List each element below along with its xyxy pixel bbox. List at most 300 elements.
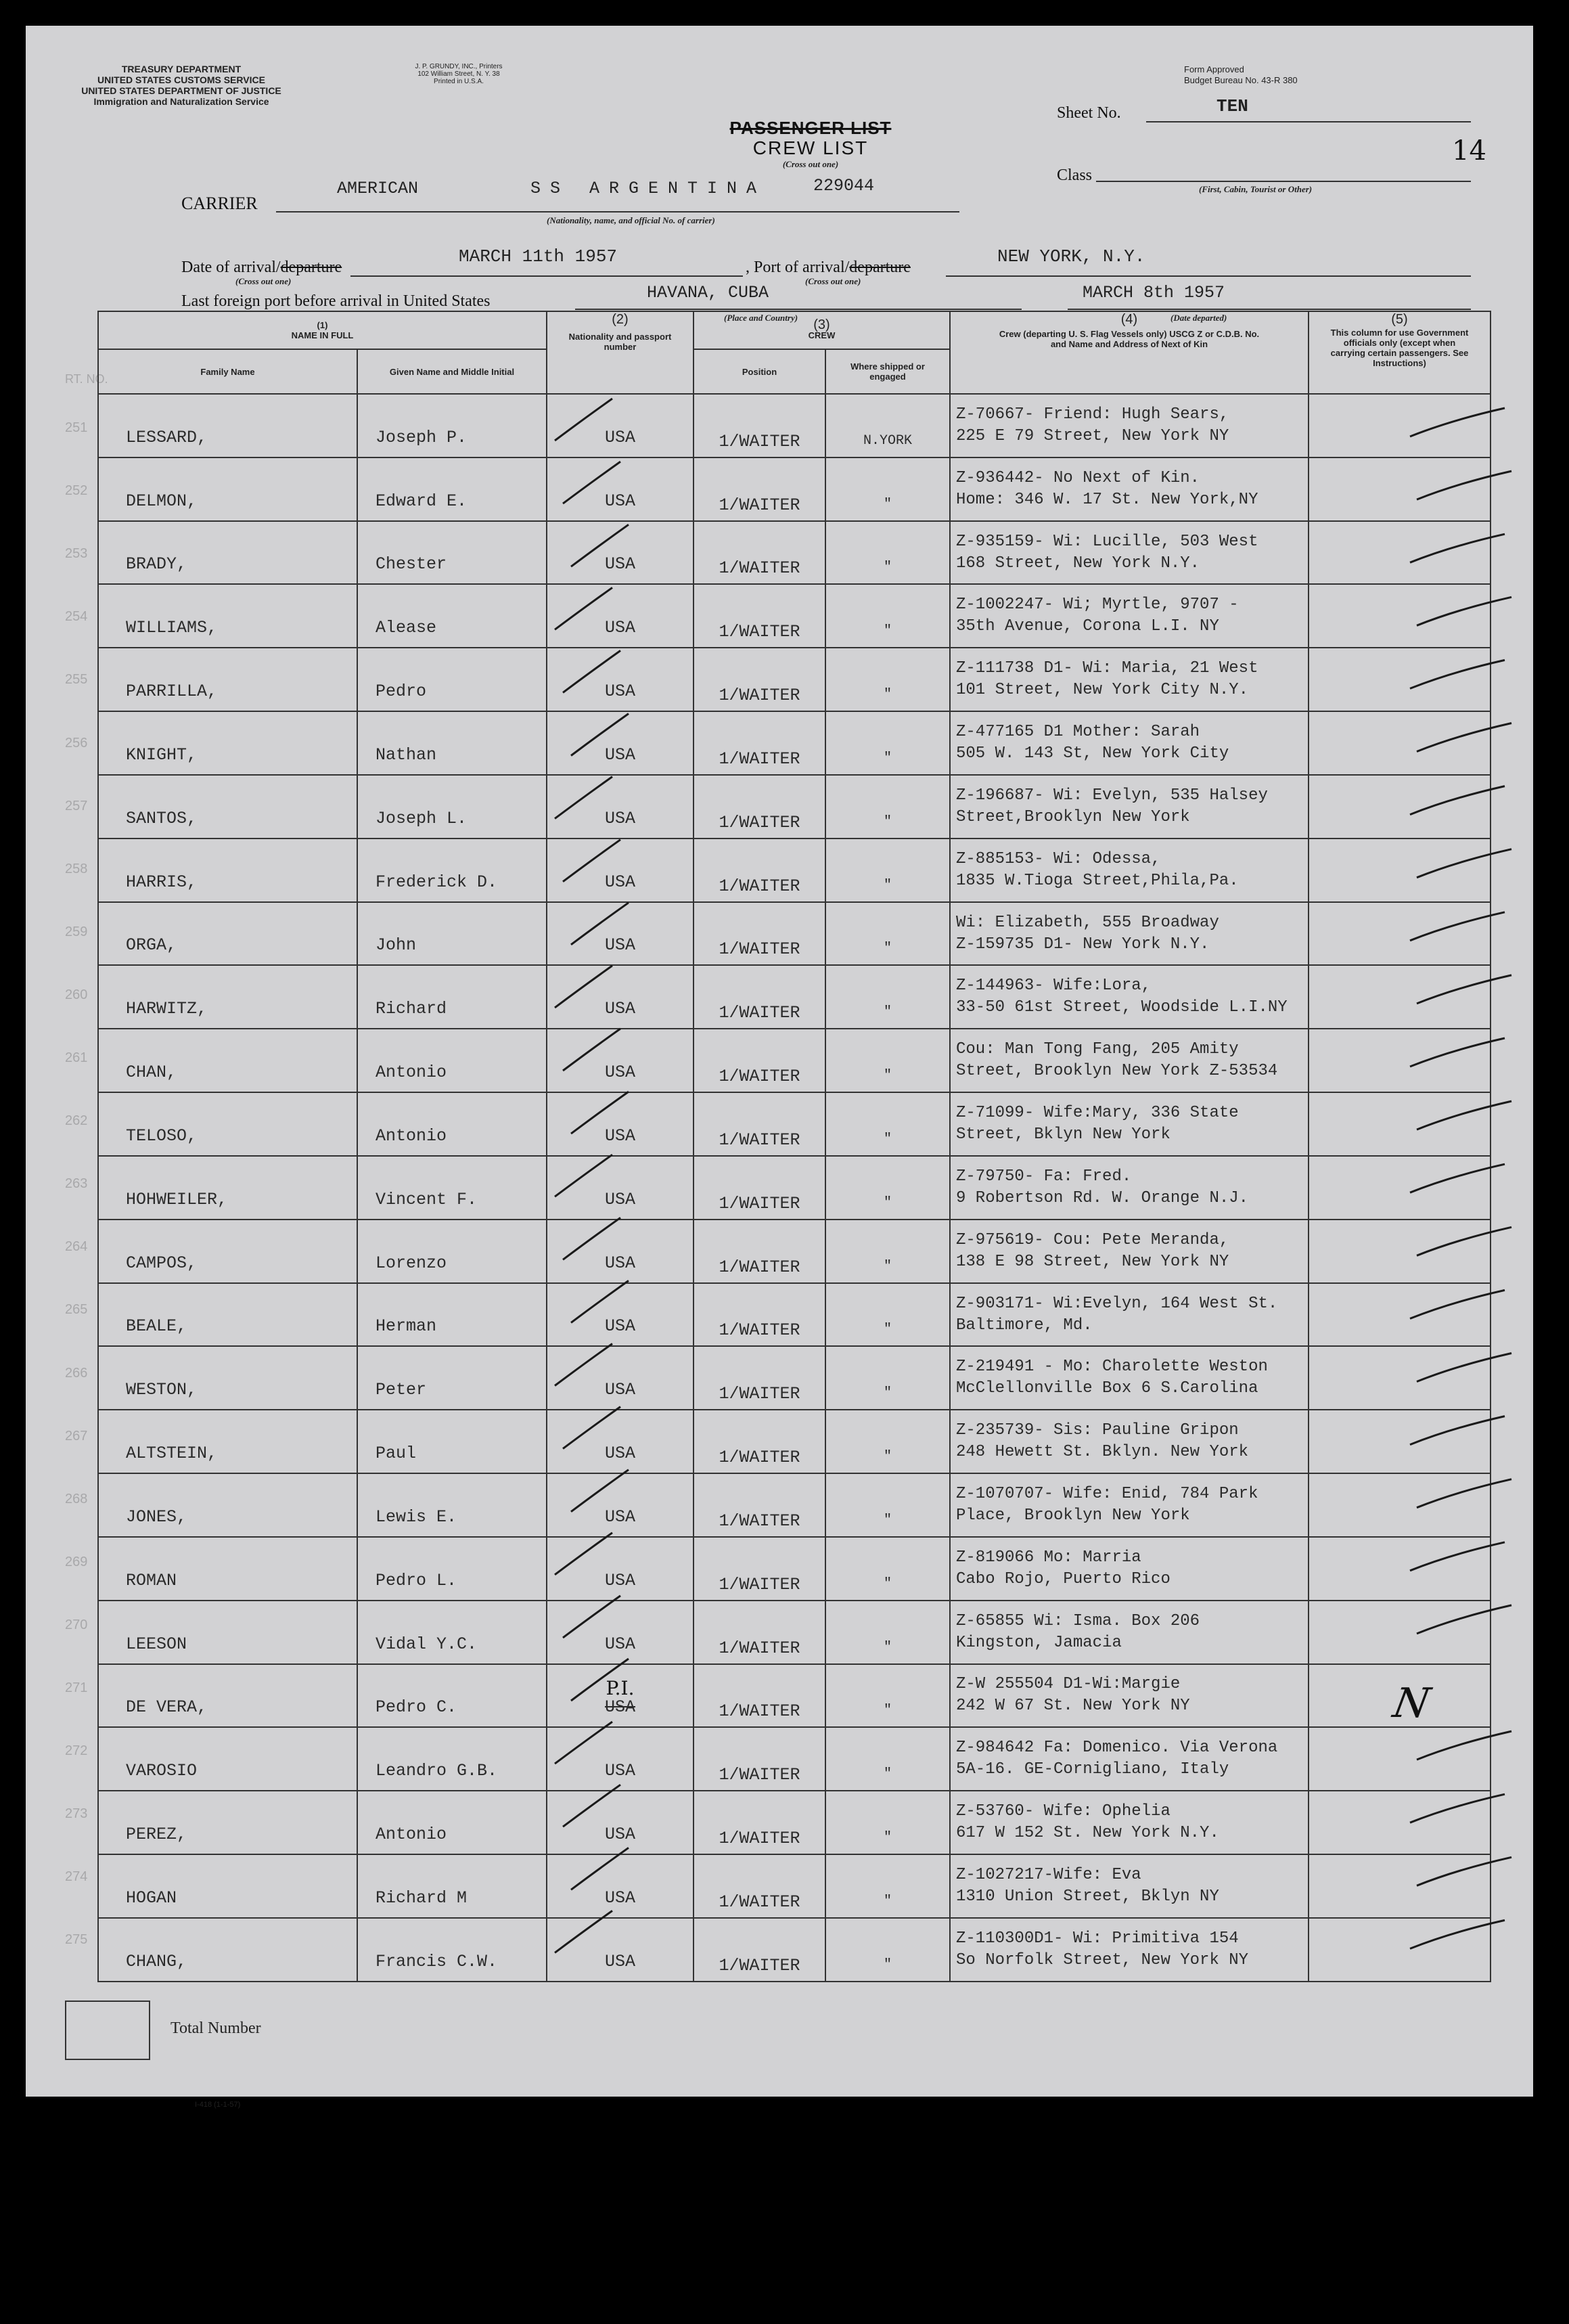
row-number: 254 <box>65 609 88 625</box>
where-engaged: " <box>825 1473 950 1537</box>
next-of-kin-line: Z-903171- Wi:Evelyn, 164 West St. <box>956 1294 1278 1313</box>
nationality: USA <box>547 1537 693 1601</box>
next-of-kin <box>950 1601 1309 1664</box>
table-row <box>98 1791 1491 1854</box>
given-name: Edward E. <box>357 457 547 521</box>
total-number-label: Total Number <box>170 2019 261 2037</box>
nationality: USA <box>547 1220 693 1283</box>
next-of-kin-line: 5A-16. GE-Cornigliano, Italy <box>956 1760 1229 1779</box>
official-use-cell <box>1309 711 1491 775</box>
family-name: SANTOS, <box>98 775 357 839</box>
printer-line: Printed in U.S.A. <box>434 78 484 85</box>
table-row <box>98 711 1491 775</box>
official-use-cell <box>1309 584 1491 648</box>
next-of-kin <box>950 1854 1309 1918</box>
next-of-kin-line: Z-984642 Fa: Domenico. Via Verona <box>956 1739 1278 1758</box>
where-engaged: " <box>825 1346 950 1410</box>
nationality: USA <box>547 965 693 1029</box>
port-label: , Port of arrival/departure <box>746 259 911 276</box>
row-number: 263 <box>65 1176 88 1192</box>
next-of-kin-line: Kingston, Jamacia <box>956 1633 1122 1652</box>
next-of-kin-line: Street, Bklyn New York <box>956 1125 1170 1144</box>
departed-caption: (Date departed) <box>1170 313 1227 323</box>
given-name: Richard M <box>357 1854 547 1918</box>
official-use-cell <box>1309 1283 1491 1347</box>
date-label-departure-struck: departure <box>280 259 342 276</box>
agency-line: UNITED STATES CUSTOMS SERVICE <box>97 74 265 85</box>
carrier-underline <box>276 211 959 213</box>
where-engaged: " <box>825 1664 950 1728</box>
departed-value: MARCH 8th 1957 <box>1083 283 1225 303</box>
table-row <box>98 457 1491 521</box>
next-of-kin <box>950 394 1309 457</box>
row-number: 264 <box>65 1239 88 1255</box>
next-of-kin <box>950 902 1309 966</box>
table-row <box>98 1918 1491 1982</box>
position: 1/WAITER <box>693 1029 825 1092</box>
position: 1/WAITER <box>693 1727 825 1791</box>
last-port-value: HAVANA, CUBA <box>647 283 769 303</box>
port-label-departure-struck: departure <box>849 259 911 276</box>
given-name: Vidal Y.C. <box>357 1601 547 1664</box>
family-name: JONES, <box>98 1473 357 1537</box>
position: 1/WAITER <box>693 648 825 711</box>
family-name: TELOSO, <box>98 1092 357 1156</box>
nationality: USA <box>547 711 693 775</box>
col3-header <box>693 311 950 349</box>
given-name: Francis C.W. <box>357 1918 547 1982</box>
next-of-kin-line: Z-1070707- Wife: Enid, 784 Park <box>956 1484 1258 1503</box>
col1-header <box>98 311 547 349</box>
port-caption: (Cross out one) <box>805 276 861 286</box>
where-engaged: " <box>825 1220 950 1283</box>
given-name: Paul <box>357 1410 547 1473</box>
official-use-cell <box>1309 965 1491 1029</box>
port-underline <box>946 275 1471 277</box>
position: 1/WAITER <box>693 1283 825 1347</box>
table-row <box>98 1664 1491 1728</box>
row-number: 252 <box>65 483 88 499</box>
nationality: USA <box>547 1791 693 1854</box>
where-engaged: " <box>825 965 950 1029</box>
next-of-kin-line: Z-477165 D1 Mother: Sarah <box>956 723 1200 742</box>
given-name: Peter <box>357 1346 547 1410</box>
date-caption: (Cross out one) <box>235 276 292 286</box>
official-use-cell <box>1309 1918 1491 1982</box>
nationality: USA <box>547 1410 693 1473</box>
row-number: 273 <box>65 1806 88 1822</box>
position: 1/WAITER <box>693 1092 825 1156</box>
official-use-cell <box>1309 1156 1491 1220</box>
class-caption: (First, Cabin, Tourist or Other) <box>1199 184 1313 194</box>
position: 1/WAITER <box>693 1601 825 1664</box>
table-row <box>98 1346 1491 1410</box>
col1-title: NAME IN FULL <box>291 330 354 340</box>
position: 1/WAITER <box>693 1473 825 1537</box>
next-of-kin <box>950 521 1309 585</box>
next-of-kin <box>950 457 1309 521</box>
given-name: Chester <box>357 521 547 585</box>
next-of-kin-line: Cabo Rojo, Puerto Rico <box>956 1569 1170 1588</box>
nationality: USA <box>547 521 693 585</box>
port-value: NEW YORK, N.Y. <box>997 246 1145 267</box>
given-name: Lorenzo <box>357 1220 547 1283</box>
where-engaged: " <box>825 457 950 521</box>
table-row <box>98 1473 1491 1537</box>
next-of-kin <box>950 1156 1309 1220</box>
col5-number: (5) <box>1391 312 1408 327</box>
col3-title: CREW <box>808 330 836 340</box>
row-number: 260 <box>65 987 88 1002</box>
next-of-kin-line: Z-885153- Wi: Odessa, <box>956 849 1161 868</box>
nationality: USA <box>547 457 693 521</box>
table-row <box>98 1029 1491 1092</box>
next-of-kin-line: 242 W 67 St. New York NY <box>956 1697 1190 1716</box>
where-engaged: " <box>825 1092 950 1156</box>
row-number: 275 <box>65 1932 88 1948</box>
nationality: USA <box>547 902 693 966</box>
passenger-list-title-struck: PASSENGER LIST <box>729 118 892 138</box>
official-use-cell <box>1309 1537 1491 1601</box>
col2-header <box>547 311 693 394</box>
row-number: 267 <box>65 1428 88 1444</box>
family-name: BEALE, <box>98 1283 357 1347</box>
family-name: ORGA, <box>98 902 357 966</box>
family-name: CAMPOS, <box>98 1220 357 1283</box>
position: 1/WAITER <box>693 902 825 966</box>
next-of-kin-line: 1310 Union Street, Bklyn NY <box>956 1887 1219 1906</box>
rownum-header: RT. NO. <box>65 372 108 386</box>
family-name-header: Family Name <box>98 349 357 394</box>
nationality <box>547 1664 693 1728</box>
given-name: Antonio <box>357 1029 547 1092</box>
next-of-kin <box>950 1664 1309 1728</box>
where-engaged: " <box>825 1537 950 1601</box>
nationality: USA <box>547 1029 693 1092</box>
next-of-kin-line: Home: 346 W. 17 St. New York,NY <box>956 490 1258 509</box>
official-use-cell <box>1309 1854 1491 1918</box>
where-engaged: N.YORK <box>825 394 950 457</box>
nationality: USA <box>547 1346 693 1410</box>
position: 1/WAITER <box>693 1664 825 1728</box>
page-number: 14 <box>1452 135 1486 166</box>
position: 1/WAITER <box>693 584 825 648</box>
where-engaged: " <box>825 1854 950 1918</box>
col4-number: (4) <box>1120 312 1138 327</box>
next-of-kin <box>950 1092 1309 1156</box>
table-row <box>98 521 1491 585</box>
given-name: Richard <box>357 965 547 1029</box>
next-of-kin <box>950 1283 1309 1347</box>
table-row <box>98 839 1491 902</box>
official-use-cell <box>1309 457 1491 521</box>
next-of-kin-line: 33-50 61st Street, Woodside L.I.NY <box>956 998 1288 1017</box>
position: 1/WAITER <box>693 775 825 839</box>
family-name: WILLIAMS, <box>98 584 357 648</box>
position: 1/WAITER <box>693 1854 825 1918</box>
given-name: Alease <box>357 584 547 648</box>
table-row <box>98 1156 1491 1220</box>
table-row <box>98 1220 1491 1283</box>
nationality: USA <box>547 839 693 902</box>
agency-line: Immigration and Naturalization Service <box>93 96 269 107</box>
given-name: Joseph L. <box>357 775 547 839</box>
agency-line: UNITED STATES DEPARTMENT OF JUSTICE <box>81 85 281 96</box>
position: 1/WAITER <box>693 711 825 775</box>
last-port-underline <box>575 309 1022 310</box>
col2-title: Nationality and passport number <box>568 332 672 352</box>
nationality-struck: USA <box>604 1697 635 1718</box>
next-of-kin-line: Z-110300D1- Wi: Primitiva 154 <box>956 1929 1239 1948</box>
class-underline <box>1096 181 1471 182</box>
budget-bureau: Budget Bureau No. 43-R 380 <box>1184 75 1298 85</box>
next-of-kin-line: Z-W 255504 D1-Wi:Margie <box>956 1675 1181 1694</box>
given-name: Pedro C. <box>357 1664 547 1728</box>
agency-line: TREASURY DEPARTMENT <box>121 64 242 74</box>
next-of-kin-line: Z-79750- Fa: Fred. <box>956 1167 1132 1186</box>
where-engaged-header: Where shipped or engaged <box>825 349 950 394</box>
nationality: USA <box>547 1156 693 1220</box>
next-of-kin-line: Z-819066 Mo: Marria <box>956 1548 1141 1567</box>
next-of-kin-line: Z-70667- Friend: Hugh Sears, <box>956 405 1229 424</box>
next-of-kin <box>950 1410 1309 1473</box>
position: 1/WAITER <box>693 1791 825 1854</box>
date-value: MARCH 11th 1957 <box>459 246 618 267</box>
next-of-kin-line: Wi: Elizabeth, 555 Broadway <box>956 913 1219 932</box>
family-name: HOHWEILER, <box>98 1156 357 1220</box>
nationality: USA <box>547 1601 693 1664</box>
date-underline <box>350 275 743 277</box>
col4-title: Crew (departing U. S. Flag Vessels only) USCG Z or C.D.B. No. and Name and Address of Next of Kin <box>999 329 1260 349</box>
next-of-kin-line: 617 W 152 St. New York N.Y. <box>956 1824 1219 1843</box>
table-row <box>98 1410 1491 1473</box>
position: 1/WAITER <box>693 1220 825 1283</box>
nationality: USA <box>547 584 693 648</box>
given-name: Leandro G.B. <box>357 1727 547 1791</box>
carrier-label: CARRIER <box>181 194 258 213</box>
nationality: USA <box>547 1918 693 1982</box>
family-name: PEREZ, <box>98 1791 357 1854</box>
position: 1/WAITER <box>693 394 825 457</box>
printer-line: 102 William Street, N. Y. 38 <box>417 70 500 78</box>
row-number: 272 <box>65 1743 88 1759</box>
carrier-ship: SS ARGENTINA <box>530 179 767 198</box>
position: 1/WAITER <box>693 1537 825 1601</box>
where-engaged: " <box>825 1791 950 1854</box>
col2-number: (2) <box>612 312 629 327</box>
row-number: 268 <box>65 1491 88 1506</box>
row-number: 253 <box>65 546 88 562</box>
nationality: USA <box>547 775 693 839</box>
next-of-kin-line: Street,Brooklyn New York <box>956 807 1190 826</box>
next-of-kin-line: 168 Street, New York N.Y. <box>956 554 1200 573</box>
official-use-cell <box>1309 1791 1491 1854</box>
next-of-kin <box>950 584 1309 648</box>
next-of-kin-line: 9 Robertson Rd. W. Orange N.J. <box>956 1188 1249 1207</box>
next-of-kin-line: 248 Hewett St. Bklyn. New York <box>956 1443 1249 1462</box>
official-use-cell <box>1309 775 1491 839</box>
row-number: 269 <box>65 1554 88 1569</box>
next-of-kin-line: McClellonville Box 6 S.Carolina <box>956 1379 1258 1398</box>
date-label-arrival: Date of arrival/ <box>181 259 281 276</box>
table-row <box>98 1727 1491 1791</box>
position: 1/WAITER <box>693 521 825 585</box>
table-row <box>98 1537 1491 1601</box>
col4-header <box>950 311 1309 394</box>
sheet-underline <box>1146 121 1471 122</box>
family-name: HARRIS, <box>98 839 357 902</box>
position: 1/WAITER <box>693 1918 825 1982</box>
sheet-value: TEN <box>1216 96 1248 116</box>
where-engaged: " <box>825 1727 950 1791</box>
table-row <box>98 584 1491 648</box>
table-row <box>98 965 1491 1029</box>
carrier-nationality: AMERICAN <box>337 179 419 198</box>
official-use-cell <box>1309 394 1491 457</box>
where-engaged: " <box>825 711 950 775</box>
next-of-kin <box>950 1537 1309 1601</box>
where-engaged: " <box>825 648 950 711</box>
next-of-kin-line: Z-975619- Cou: Pete Meranda, <box>956 1230 1229 1249</box>
position: 1/WAITER <box>693 1410 825 1473</box>
official-use-cell <box>1309 1410 1491 1473</box>
next-of-kin <box>950 965 1309 1029</box>
table-row <box>98 648 1491 711</box>
next-of-kin-line: Z-65855 Wi: Isma. Box 206 <box>956 1611 1200 1630</box>
row-number: 255 <box>65 672 88 688</box>
official-use-cell <box>1309 1029 1491 1092</box>
family-name: ALTSTEIN, <box>98 1410 357 1473</box>
next-of-kin <box>950 1727 1309 1791</box>
table-row <box>98 902 1491 966</box>
row-number: 259 <box>65 924 88 939</box>
position: 1/WAITER <box>693 1346 825 1410</box>
departed-underline <box>1068 309 1471 310</box>
next-of-kin <box>950 1791 1309 1854</box>
form-approved: Form Approved <box>1184 64 1244 74</box>
next-of-kin-line: 138 E 98 Street, New York NY <box>956 1252 1229 1271</box>
next-of-kin <box>950 839 1309 902</box>
where-engaged: " <box>825 1410 950 1473</box>
next-of-kin <box>950 775 1309 839</box>
next-of-kin-line: So Norfolk Street, New York NY <box>956 1950 1249 1969</box>
where-engaged: " <box>825 902 950 966</box>
table-row <box>98 1283 1491 1347</box>
next-of-kin-line: Place, Brooklyn New York <box>956 1506 1190 1525</box>
next-of-kin-line: Z-1027217-Wife: Eva <box>956 1865 1141 1884</box>
nationality-correction: P.I. <box>606 1677 635 1700</box>
class-label: Class <box>1057 166 1093 184</box>
nationality: USA <box>547 1727 693 1791</box>
family-name: DELMON, <box>98 457 357 521</box>
official-use-cell <box>1309 1601 1491 1664</box>
last-port-caption: (Place and Country) <box>724 313 798 323</box>
official-use-cell <box>1309 902 1491 966</box>
nationality: USA <box>547 1473 693 1537</box>
row-271-mark: N <box>1389 1680 1434 1727</box>
given-name: Antonio <box>357 1791 547 1854</box>
next-of-kin-line: Z-159735 D1- New York N.Y. <box>956 935 1210 954</box>
row-number: 251 <box>65 420 88 435</box>
where-engaged: " <box>825 1918 950 1982</box>
next-of-kin-line: Z-936442- No Next of Kin. <box>956 468 1200 487</box>
nationality: USA <box>547 1092 693 1156</box>
family-name: HOGAN <box>98 1854 357 1918</box>
table-row <box>98 1854 1491 1918</box>
given-name: Pedro L. <box>357 1537 547 1601</box>
crew-rows <box>98 394 1491 1982</box>
given-name: Antonio <box>357 1092 547 1156</box>
form-number: I-418 (1-1-57) <box>195 2101 241 2109</box>
nationality: USA <box>547 1854 693 1918</box>
next-of-kin <box>950 1220 1309 1283</box>
port-label-arrival: Port of arrival/ <box>754 259 850 276</box>
official-use-cell <box>1309 1727 1491 1791</box>
next-of-kin <box>950 711 1309 775</box>
family-name: BRADY, <box>98 521 357 585</box>
family-name: VAROSIO <box>98 1727 357 1791</box>
row-number: 265 <box>65 1302 88 1318</box>
title-caption: (Cross out one) <box>782 159 839 169</box>
given-name: Herman <box>357 1283 547 1347</box>
next-of-kin <box>950 1029 1309 1092</box>
next-of-kin-line: 1835 W.Tioga Street,Phila,Pa. <box>956 871 1239 890</box>
row-number: 271 <box>65 1680 88 1695</box>
where-engaged: " <box>825 584 950 648</box>
next-of-kin <box>950 1346 1309 1410</box>
next-of-kin <box>950 1473 1309 1537</box>
agency-block <box>39 64 323 107</box>
given-name: Vincent F. <box>357 1156 547 1220</box>
next-of-kin-line: Z-196687- Wi: Evelyn, 535 Halsey <box>956 786 1268 805</box>
family-name: KNIGHT, <box>98 711 357 775</box>
official-use-cell <box>1309 648 1491 711</box>
col1-number: (1) <box>317 320 328 330</box>
where-engaged: " <box>825 1283 950 1347</box>
table-row <box>98 1092 1491 1156</box>
next-of-kin-line: Baltimore, Md. <box>956 1316 1093 1335</box>
family-name: HARWITZ, <box>98 965 357 1029</box>
row-number: 256 <box>65 735 88 751</box>
next-of-kin-line: Z-71099- Wife:Mary, 336 State <box>956 1104 1239 1123</box>
carrier-caption: (Nationality, name, and official No. of carrier) <box>547 215 715 225</box>
position: 1/WAITER <box>693 1156 825 1220</box>
given-name: Nathan <box>357 711 547 775</box>
last-port-label: Last foreign port before arrival in United States <box>181 292 491 310</box>
official-use-cell <box>1309 1346 1491 1410</box>
position: 1/WAITER <box>693 965 825 1029</box>
official-use-cell <box>1309 521 1491 585</box>
next-of-kin-line: Z-219491 - Mo: Charolette Weston <box>956 1358 1268 1377</box>
nationality: USA <box>547 1283 693 1347</box>
printer-block <box>391 63 526 85</box>
where-engaged: " <box>825 1601 950 1664</box>
next-of-kin-line: 35th Avenue, Corona L.I. NY <box>956 617 1219 636</box>
given-name: Joseph P. <box>357 394 547 457</box>
row-number: 258 <box>65 861 88 876</box>
where-engaged: " <box>825 775 950 839</box>
table-row <box>98 1601 1491 1664</box>
position: 1/WAITER <box>693 457 825 521</box>
printer-line: J. P. GRUNDY, INC., Printers <box>415 63 503 70</box>
table-row <box>98 394 1491 457</box>
col5-title: This column for use Government officials only (except when carrying certain passengers. See Instructions) <box>1330 328 1469 368</box>
family-name: LESSARD, <box>98 394 357 457</box>
date-label <box>181 259 342 277</box>
next-of-kin-line: Z-935159- Wi: Lucille, 503 West <box>956 532 1258 551</box>
nationality: USA <box>547 648 693 711</box>
crew-list-title: CREW LIST <box>752 137 869 158</box>
